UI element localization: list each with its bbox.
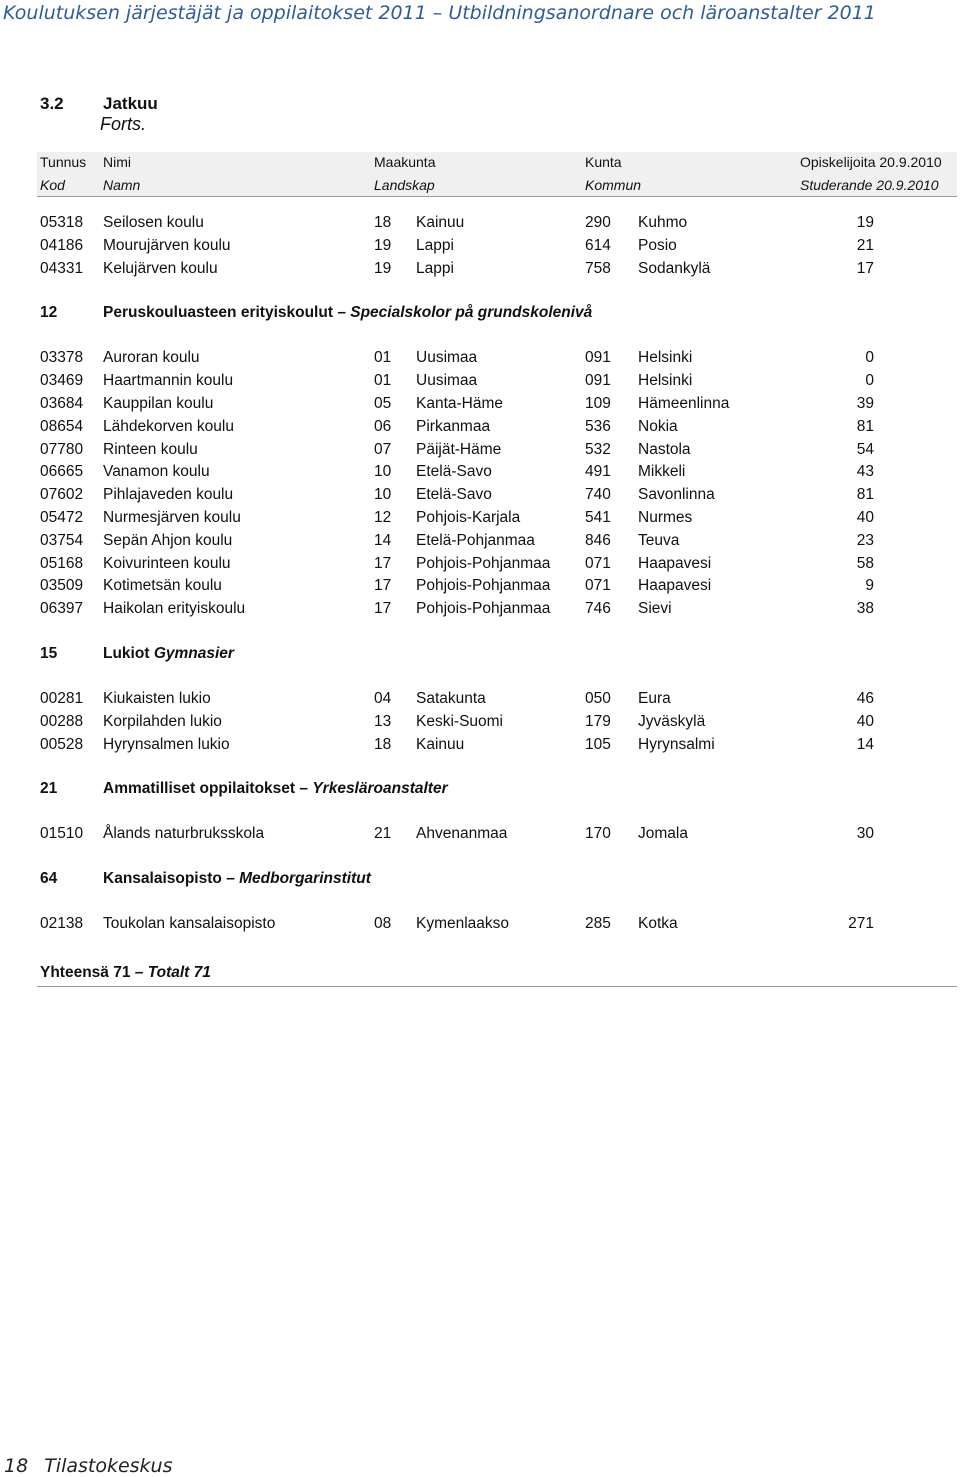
municipality-name: Teuva <box>638 531 680 549</box>
region-name: Pohjois-Pohjanmaa <box>416 577 551 595</box>
total-sv: Totalt 71 <box>147 964 211 981</box>
col-code-fi: Tunnus <box>40 154 87 170</box>
municipality-name: Sodankylä <box>638 259 711 277</box>
school-name: Kauppilan koulu <box>103 395 214 412</box>
group-heading <box>0 870 960 892</box>
region-code: 01 <box>374 372 392 390</box>
group-code: 15 <box>40 645 58 662</box>
school-code: 06397 <box>40 600 84 618</box>
region-code: 17 <box>374 554 392 572</box>
region-name: Kainuu <box>416 214 465 231</box>
municipality-name: Helsinki <box>638 349 693 367</box>
region-code: 08 <box>374 915 392 933</box>
municipality-name: Helsinki <box>638 372 693 390</box>
student-count: 30 <box>856 825 874 843</box>
school-code: 03684 <box>40 395 84 412</box>
municipality-name: Haapavesi <box>638 554 712 572</box>
municipality-name: Eura <box>638 690 671 707</box>
municipality-code: 536 <box>585 417 611 435</box>
school-name: Auroran koulu <box>103 349 200 367</box>
student-count: 271 <box>848 915 874 933</box>
group-dash: – <box>299 780 309 798</box>
school-name: Pihlajaveden koulu <box>103 486 234 504</box>
group-code: 12 <box>40 304 58 322</box>
municipality-code: 290 <box>585 214 611 231</box>
student-count: 38 <box>856 600 874 618</box>
municipality-name: Hämeenlinna <box>638 395 730 412</box>
col-students-fi: Opiskelijoita 20.9.2010 <box>800 154 942 170</box>
school-name: Kiukaisten lukio <box>103 690 211 707</box>
student-count: 19 <box>856 214 874 231</box>
school-name: Koivurinteen koulu <box>103 554 231 572</box>
school-name: Korpilahden lukio <box>103 712 222 730</box>
school-code: 08654 <box>40 417 84 435</box>
total-line <box>40 964 211 982</box>
region-name: Kymenlaakso <box>416 915 510 933</box>
table-row <box>0 713 960 735</box>
municipality-code: 071 <box>585 577 611 595</box>
student-count: 14 <box>856 735 874 753</box>
school-name: Toukolan kansalaisopisto <box>103 915 276 933</box>
municipality-code: 746 <box>585 600 611 618</box>
municipality-code: 105 <box>585 735 611 753</box>
col-name-fi: Nimi <box>103 154 131 170</box>
region-name: Uusimaa <box>416 349 478 367</box>
table-row <box>0 237 960 259</box>
school-name: Kotimetsän koulu <box>103 577 222 595</box>
municipality-name: Kotka <box>638 915 678 933</box>
student-count: 23 <box>856 531 874 549</box>
col-students-sv: Studerande 20.9.2010 <box>800 177 939 193</box>
group-name-sv: Gymnasier <box>153 645 234 662</box>
region-code: 18 <box>374 735 392 753</box>
municipality-name: Kuhmo <box>638 214 688 231</box>
municipality-name: Haapavesi <box>638 577 712 595</box>
school-code: 07602 <box>40 486 84 504</box>
region-name: Etelä-Savo <box>416 486 492 504</box>
total-dash: – <box>134 964 144 981</box>
section-subtitle: Forts. <box>100 114 147 134</box>
school-name: Haikolan erityiskoulu <box>103 600 246 618</box>
school-name: Seilosen koulu <box>103 214 204 231</box>
group-heading <box>0 780 960 802</box>
municipality-code: 170 <box>585 825 611 843</box>
region-code: 10 <box>374 463 392 481</box>
school-code: 03509 <box>40 577 84 595</box>
municipality-name: Sievi <box>638 600 672 618</box>
school-code: 03754 <box>40 531 84 549</box>
school-name: Rinteen koulu <box>103 440 198 458</box>
group-name-fi: Ammatilliset oppilaitokset <box>103 780 296 798</box>
municipality-code: 285 <box>585 915 611 933</box>
region-name: Pohjois-Karjala <box>416 509 521 526</box>
group-name-fi: Kansalaisopisto <box>103 870 222 888</box>
page-footer <box>4 1455 173 1477</box>
school-name: Mourujärven koulu <box>103 236 231 254</box>
group-code: 21 <box>40 780 58 798</box>
region-code: 04 <box>374 690 392 707</box>
region-name: Kainuu <box>416 735 465 753</box>
region-code: 07 <box>374 440 392 458</box>
region-name: Pirkanmaa <box>416 417 491 435</box>
municipality-name: Posio <box>638 236 677 254</box>
school-code: 04186 <box>40 236 84 254</box>
municipality-code: 758 <box>585 259 611 277</box>
table-row <box>0 825 960 847</box>
column-header <box>37 152 957 197</box>
school-name: Haartmannin koulu <box>103 372 234 390</box>
region-code: 19 <box>374 236 392 254</box>
page-number: 18 <box>4 1455 29 1477</box>
table-row <box>0 372 960 394</box>
student-count: 40 <box>856 509 874 526</box>
total-fi: Yhteensä 71 <box>40 964 131 981</box>
table-row <box>0 349 960 371</box>
municipality-code: 109 <box>585 395 611 412</box>
group-name-sv: Medborgarinstitut <box>239 870 371 888</box>
municipality-code: 846 <box>585 531 611 549</box>
table-row <box>0 214 960 236</box>
municipality-code: 091 <box>585 349 611 367</box>
region-code: 17 <box>374 600 392 618</box>
municipality-name: Nokia <box>638 417 678 435</box>
region-code: 19 <box>374 259 392 277</box>
school-name: Hyrynsalmen lukio <box>103 735 230 753</box>
region-name: Etelä-Pohjanmaa <box>416 531 535 549</box>
col-muni-sv: Kommun <box>585 177 642 193</box>
region-name: Pohjois-Pohjanmaa <box>416 554 551 572</box>
municipality-name: Savonlinna <box>638 486 715 504</box>
municipality-code: 179 <box>585 712 611 730</box>
school-code: 01510 <box>40 825 84 843</box>
region-name: Ahvenanmaa <box>416 825 508 843</box>
municipality-code: 532 <box>585 440 611 458</box>
school-code: 05318 <box>40 214 84 231</box>
group-name <box>103 645 234 663</box>
region-code: 14 <box>374 531 392 549</box>
table-row <box>0 600 960 622</box>
region-name: Keski-Suomi <box>416 712 503 730</box>
school-code: 06665 <box>40 463 84 481</box>
group-name-sv: Yrkesläroanstalter <box>312 780 448 798</box>
school-code: 00281 <box>40 690 84 707</box>
region-name: Satakunta <box>416 690 486 707</box>
municipality-code: 491 <box>585 463 611 481</box>
student-count: 46 <box>856 690 874 707</box>
municipality-name: Jyväskylä <box>638 712 706 730</box>
group-dash: – <box>226 870 235 888</box>
region-code: 17 <box>374 577 392 595</box>
table-row <box>0 418 960 440</box>
municipality-code: 050 <box>585 690 611 707</box>
municipality-code: 740 <box>585 486 611 504</box>
running-header: Koulutuksen järjestäjät ja oppilaitokset 2011 – Utbildningsanordnare och läroanstalter 2011 <box>3 2 876 24</box>
table-row <box>0 509 960 531</box>
student-count: 39 <box>856 395 874 412</box>
student-count: 21 <box>856 236 874 254</box>
municipality-name: Nurmes <box>638 509 693 526</box>
school-code: 00528 <box>40 735 84 753</box>
municipality-name: Hyrynsalmi <box>638 735 715 753</box>
table-row <box>0 486 960 508</box>
col-name-sv: Namn <box>103 177 141 193</box>
municipality-name: Jomala <box>638 825 688 843</box>
school-code: 03378 <box>40 349 84 367</box>
municipality-code: 614 <box>585 236 611 254</box>
region-code: 18 <box>374 214 392 231</box>
group-name-fi: Peruskouluasteen erityiskoulut <box>103 304 333 322</box>
region-name: Etelä-Savo <box>416 463 492 481</box>
table-row <box>0 532 960 554</box>
col-region-sv: Landskap <box>374 177 435 193</box>
col-muni-fi: Kunta <box>585 154 622 170</box>
table-row <box>0 577 960 599</box>
section-title: Jatkuu <box>103 94 158 113</box>
school-name: Kelujärven koulu <box>103 259 218 277</box>
school-name: Nurmesjärven koulu <box>103 509 241 526</box>
group-name <box>103 780 448 798</box>
region-name: Päijät-Häme <box>416 440 502 458</box>
student-count: 54 <box>856 440 874 458</box>
student-count: 17 <box>856 259 874 277</box>
region-name: Lappi <box>416 259 454 277</box>
region-code: 01 <box>374 349 392 367</box>
municipality-code: 091 <box>585 372 611 390</box>
group-code: 64 <box>40 870 58 888</box>
student-count: 40 <box>856 712 874 730</box>
region-name: Uusimaa <box>416 372 478 390</box>
school-code: 05168 <box>40 554 84 572</box>
section-number: 3.2 <box>40 94 64 113</box>
group-name <box>103 870 371 888</box>
municipality-code: 541 <box>585 509 611 526</box>
table-row <box>0 260 960 282</box>
student-count: 0 <box>865 372 874 390</box>
school-name: Lähdekorven koulu <box>103 417 234 435</box>
table-row <box>0 915 960 937</box>
group-name <box>103 304 592 322</box>
region-name: Kanta-Häme <box>416 395 504 412</box>
region-code: 06 <box>374 417 392 435</box>
school-name: Sepän Ahjon koulu <box>103 531 233 549</box>
region-code: 05 <box>374 395 392 412</box>
student-count: 9 <box>865 577 874 595</box>
student-count: 43 <box>856 463 874 481</box>
municipality-name: Mikkeli <box>638 463 686 481</box>
student-count: 0 <box>865 349 874 367</box>
table-row <box>0 395 960 417</box>
table-row <box>0 736 960 758</box>
group-name-sv: Specialskolor på grundskolenivå <box>350 304 593 322</box>
municipality-code: 071 <box>585 554 611 572</box>
group-heading <box>0 645 960 667</box>
school-name: Ålands naturbruksskola <box>103 825 265 843</box>
student-count: 81 <box>856 486 874 504</box>
group-dash: – <box>337 304 346 322</box>
col-code-sv: Kod <box>40 177 65 193</box>
school-code: 00288 <box>40 712 84 730</box>
table-row <box>0 441 960 463</box>
publisher-name: Tilastokeskus <box>44 1455 173 1477</box>
table-row <box>0 690 960 712</box>
school-code: 05472 <box>40 509 84 526</box>
school-code: 04331 <box>40 259 84 277</box>
region-name: Pohjois-Pohjanmaa <box>416 600 551 618</box>
school-name: Vanamon koulu <box>103 463 210 481</box>
region-code: 10 <box>374 486 392 504</box>
student-count: 81 <box>856 417 874 435</box>
group-name-fi: Lukiot <box>103 645 150 662</box>
table-row <box>0 463 960 485</box>
student-count: 58 <box>856 554 874 572</box>
region-name: Lappi <box>416 236 454 254</box>
group-heading <box>0 304 960 326</box>
municipality-name: Nastola <box>638 440 691 458</box>
region-code: 12 <box>374 509 392 526</box>
school-code: 07780 <box>40 440 84 458</box>
table-row <box>0 555 960 577</box>
region-code: 13 <box>374 712 392 730</box>
school-code: 02138 <box>40 915 84 933</box>
total-rule <box>37 986 957 987</box>
school-code: 03469 <box>40 372 84 390</box>
col-region-fi: Maakunta <box>374 154 436 170</box>
region-code: 21 <box>374 825 392 843</box>
